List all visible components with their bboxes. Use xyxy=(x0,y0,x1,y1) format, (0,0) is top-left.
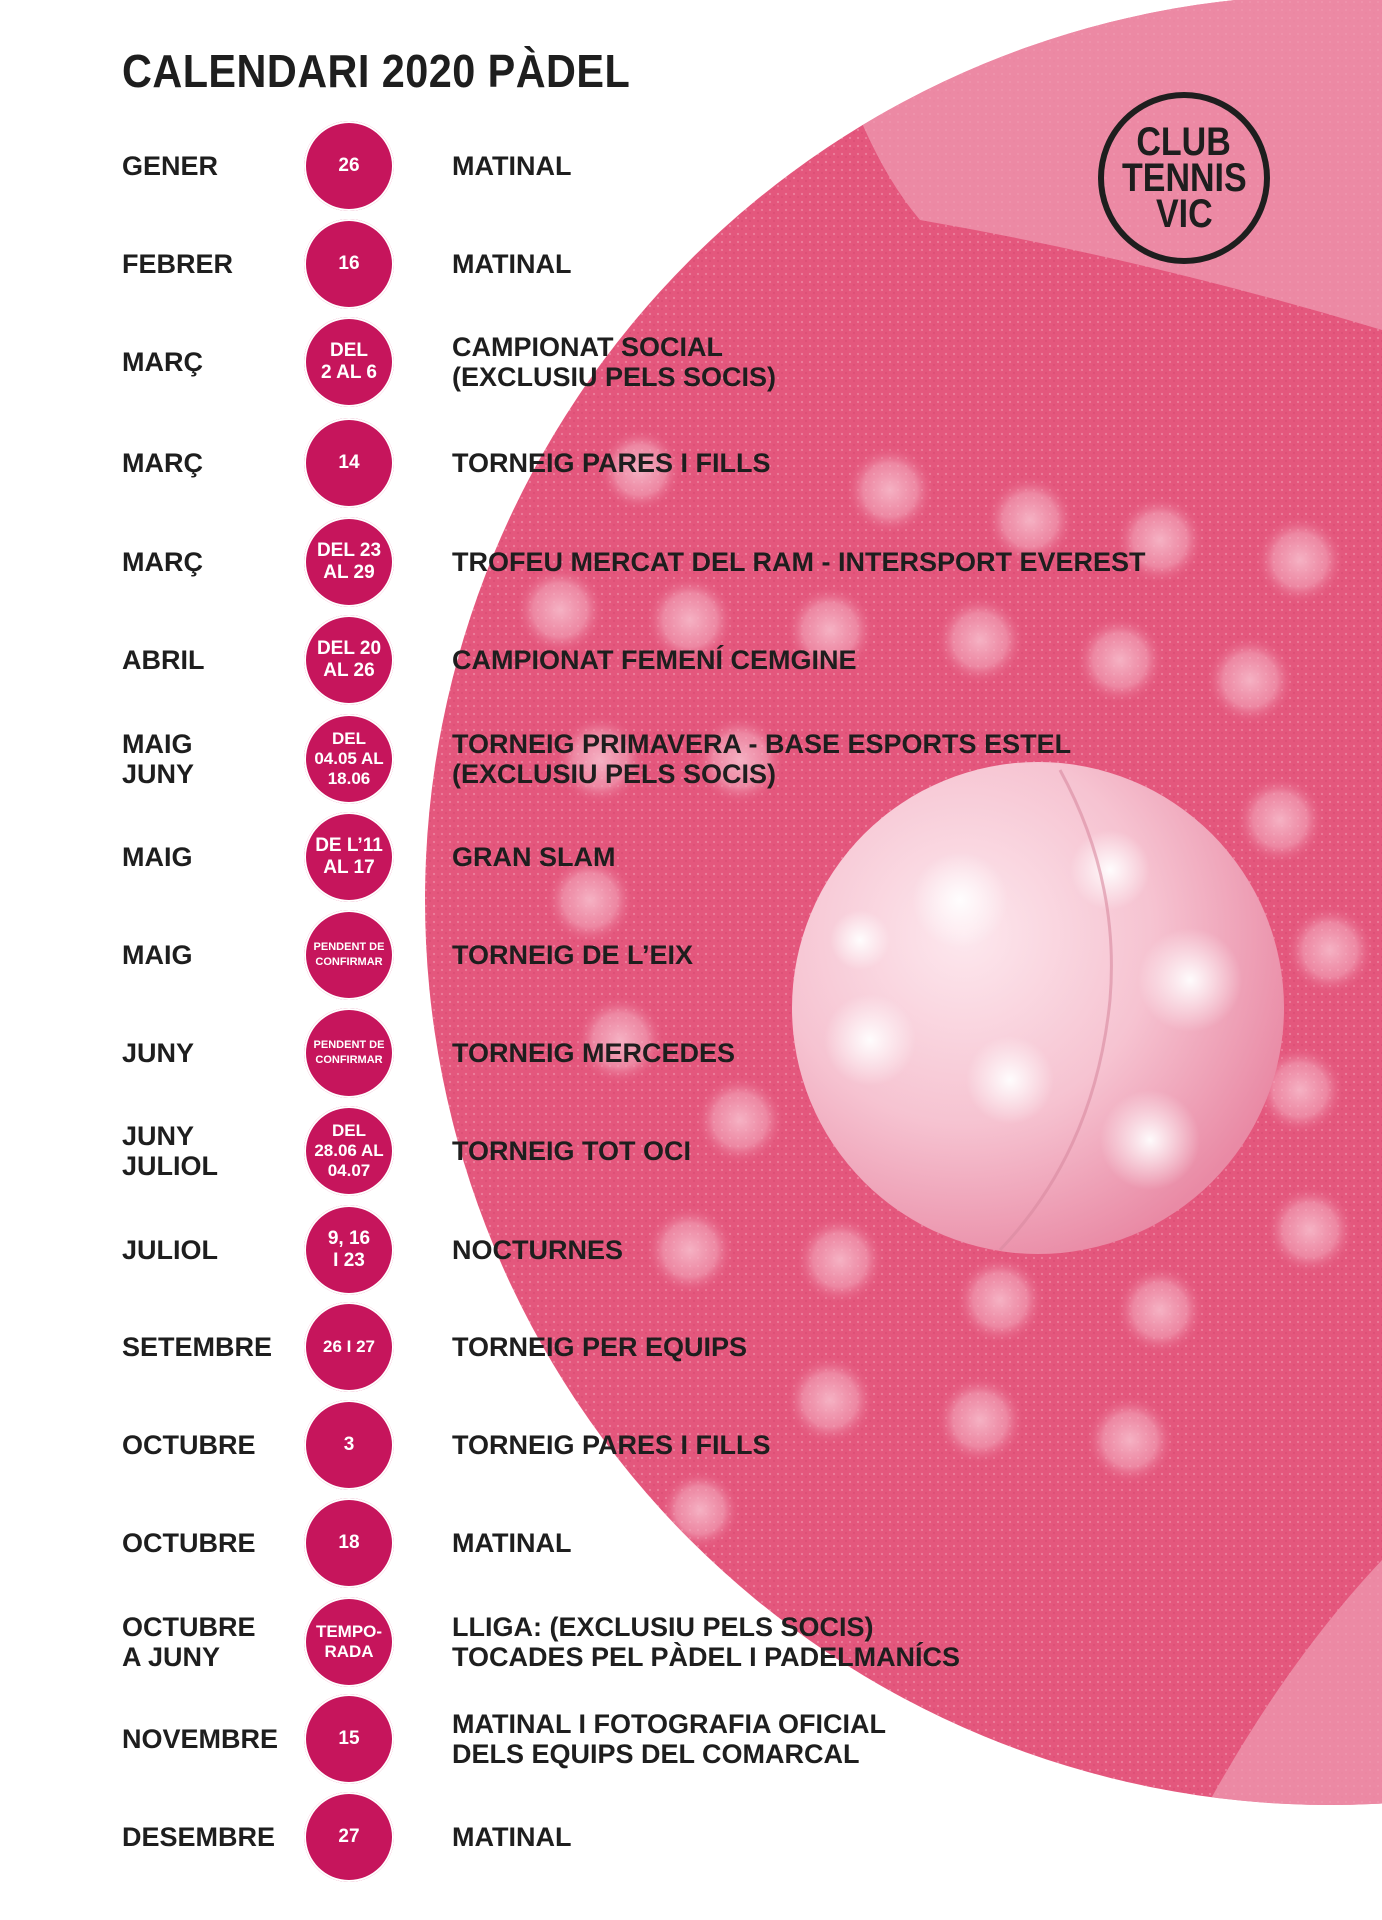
calendar-row xyxy=(0,1205,1382,1295)
date-badge xyxy=(304,1694,394,1784)
date-badge-text: 3 xyxy=(343,1434,355,1455)
calendar-row xyxy=(0,418,1382,508)
row-event: MATINAL xyxy=(452,1822,572,1852)
calendar-row xyxy=(0,1400,1382,1490)
row-event: TORNEIG TOT OCI xyxy=(452,1136,692,1166)
calendar-row xyxy=(0,1302,1382,1392)
calendar-row xyxy=(0,121,1382,211)
date-badge xyxy=(304,1302,394,1392)
page-title: CALENDARI 2020 PÀDEL xyxy=(122,45,631,97)
row-month: MAIG JUNY xyxy=(122,729,195,789)
row-event: TORNEIG PER EQUIPS xyxy=(452,1332,748,1362)
row-event: LLIGA: (EXCLUSIU PELS SOCIS) TOCADES PEL PÀDEL I PADELMANÍCS xyxy=(452,1612,961,1672)
row-event: GRAN SLAM xyxy=(452,842,616,872)
date-badge xyxy=(304,418,394,508)
row-month: JUNY xyxy=(122,1038,195,1068)
row-month: MARÇ xyxy=(122,547,203,577)
row-event: TORNEIG PARES I FILLS xyxy=(452,1430,771,1460)
date-badge xyxy=(304,714,394,804)
row-event: CAMPIONAT FEMENÍ CEMGINE xyxy=(452,645,857,675)
row-event: MATINAL I FOTOGRAFIA OFICIAL DELS EQUIPS DEL COMARCAL xyxy=(452,1709,886,1769)
calendar-row xyxy=(0,317,1382,407)
date-badge-text: 18 xyxy=(338,1532,360,1553)
row-month: DESEMBRE xyxy=(122,1822,276,1852)
row-event: TORNEIG PARES I FILLS xyxy=(452,448,771,478)
date-badge-text: DEL 23 AL 29 xyxy=(316,540,382,583)
date-badge xyxy=(304,1008,394,1098)
date-badge xyxy=(304,1205,394,1295)
date-badge xyxy=(304,219,394,309)
date-badge xyxy=(304,615,394,705)
date-badge-text: 15 xyxy=(338,1728,360,1749)
row-month: OCTUBRE xyxy=(122,1430,256,1460)
date-badge xyxy=(304,121,394,211)
row-event: TROFEU MERCAT DEL RAM - INTERSPORT EVEREST xyxy=(452,547,1146,577)
date-badge xyxy=(304,1400,394,1490)
calendar-row xyxy=(0,615,1382,705)
date-badge-text: TEMPO- RADA xyxy=(315,1622,383,1661)
row-event: MATINAL xyxy=(452,151,572,181)
calendar-row xyxy=(0,219,1382,309)
row-month: MAIG xyxy=(122,842,193,872)
calendar-row xyxy=(0,1106,1382,1196)
date-badge-text: 27 xyxy=(338,1826,360,1847)
row-month: MARÇ xyxy=(122,347,203,377)
row-month: JUNY JULIOL xyxy=(122,1121,219,1181)
row-month: MAIG xyxy=(122,940,193,970)
row-event: MATINAL xyxy=(452,249,572,279)
row-month: FEBRER xyxy=(122,249,234,279)
calendar-row xyxy=(0,1597,1382,1687)
date-badge-text: PENDENT DE CONFIRMAR xyxy=(313,1039,385,1066)
logo-line-tennis: TENNIS xyxy=(1121,156,1247,200)
row-month: MARÇ xyxy=(122,448,203,478)
calendar-row xyxy=(0,714,1382,804)
row-month: OCTUBRE A JUNY xyxy=(122,1612,256,1672)
row-month: OCTUBRE xyxy=(122,1528,256,1558)
date-badge-text: 26 xyxy=(338,155,360,176)
row-month: SETEMBRE xyxy=(122,1332,273,1362)
logo-line-club: CLUB xyxy=(1136,120,1232,164)
date-badge-text: 9, 16 I 23 xyxy=(327,1228,371,1271)
calendar-row xyxy=(0,910,1382,1000)
row-event: TORNEIG MERCEDES xyxy=(452,1038,736,1068)
row-event: TORNEIG DE L’EIX xyxy=(452,940,694,970)
date-badge-text: DE L’11 AL 17 xyxy=(315,835,383,878)
row-event: CAMPIONAT SOCIAL (EXCLUSIU PELS SOCIS) xyxy=(452,332,777,392)
calendar-row xyxy=(0,1792,1382,1882)
date-badge-text: DEL 20 AL 26 xyxy=(316,638,382,681)
date-badge-text: 26 I 27 xyxy=(323,1337,375,1356)
date-badge xyxy=(304,1597,394,1687)
row-month: NOVEMBRE xyxy=(122,1724,279,1754)
date-badge xyxy=(304,1106,394,1196)
row-event: MATINAL xyxy=(452,1528,572,1558)
date-badge-text: DEL 04.05 AL 18.06 xyxy=(314,729,384,788)
calendar-row xyxy=(0,1498,1382,1588)
row-month: JULIOL xyxy=(122,1235,219,1265)
date-badge xyxy=(304,812,394,902)
calendar-row xyxy=(0,1694,1382,1784)
date-badge xyxy=(304,1498,394,1588)
row-month: GENER xyxy=(122,151,219,181)
row-event: NOCTURNES xyxy=(452,1235,624,1265)
logo-line-vic: VIC xyxy=(1155,192,1213,236)
calendar-row xyxy=(0,517,1382,607)
calendar-row xyxy=(0,812,1382,902)
date-badge-text: 16 xyxy=(338,253,360,274)
date-badge xyxy=(304,1792,394,1882)
calendar-row xyxy=(0,1008,1382,1098)
date-badge-text: PENDENT DE CONFIRMAR xyxy=(313,941,385,968)
row-event: TORNEIG PRIMAVERA - BASE ESPORTS ESTEL (EXCLUSIU PELS SOCIS) xyxy=(452,729,1072,789)
date-badge-text: DEL 2 AL 6 xyxy=(321,340,377,383)
date-badge xyxy=(304,517,394,607)
date-badge-text: DEL 28.06 AL 04.07 xyxy=(314,1121,384,1180)
date-badge-text: 14 xyxy=(338,452,360,473)
date-badge xyxy=(304,317,394,407)
row-month: ABRIL xyxy=(122,645,205,675)
date-badge xyxy=(304,910,394,1000)
